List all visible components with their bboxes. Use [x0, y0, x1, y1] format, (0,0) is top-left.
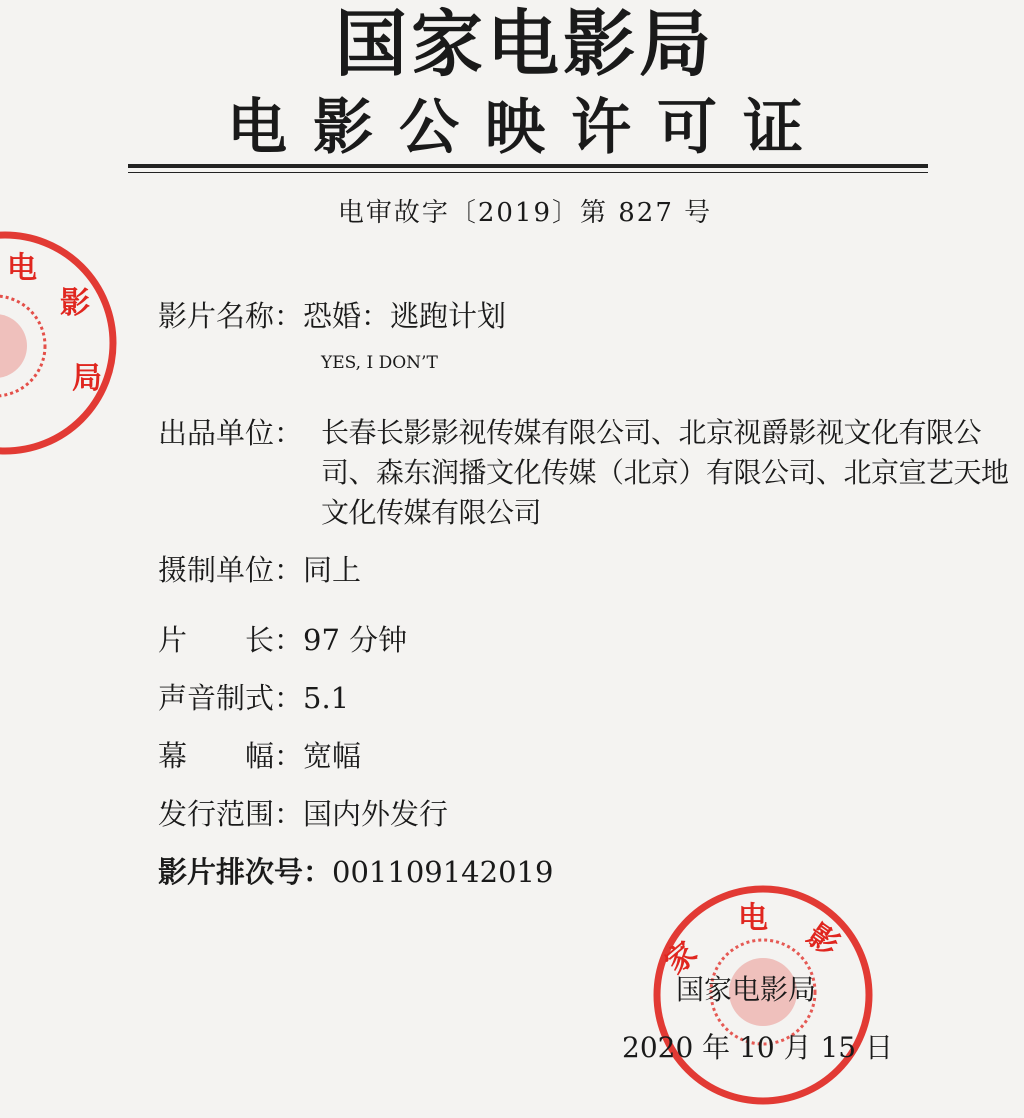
distribution-label: 发行范围：: [158, 797, 304, 831]
title-rule-thick: [128, 164, 928, 168]
producer-row: [158, 413, 303, 453]
film-name-label: 影片名称：: [158, 299, 304, 333]
document-number: 电审故字〔2019〕第 827 号: [337, 198, 713, 228]
filming-unit-label: 摄制单位：: [158, 553, 304, 587]
sound-format-row: [158, 678, 349, 718]
serial-number-value: 001109142019: [332, 855, 554, 889]
agency-title: 国家电影局: [334, 2, 715, 86]
bottom-seal-char-2: 电: [738, 901, 768, 936]
serial-number-label: 影片排次号：: [158, 855, 333, 889]
screen-format-label: 幕 幅：: [158, 739, 304, 773]
left-seal-char-2: 影: [60, 286, 90, 321]
bottom-seal-char-1: 家: [658, 935, 705, 982]
screen-format-value: 宽幅: [303, 739, 362, 773]
screen-format-row: [158, 736, 361, 776]
film-name-row: [158, 296, 506, 336]
issuer-name: 国家电影局: [676, 973, 817, 1006]
film-name-value: 恐婚：逃跑计划: [303, 299, 507, 333]
producer-value: 长春长影影视传媒有限公司、北京视爵影视文化有限公司、森东润播文化传媒（北京）有限公司、北京宣艺天地文化传媒有限公司: [321, 416, 1009, 529]
film-english-title: YES, I DON’T: [321, 353, 438, 373]
producer-label: 出品单位：: [158, 416, 304, 450]
serial-number-row: [158, 852, 553, 892]
filming-unit-row: [158, 550, 361, 590]
length-row: [158, 620, 407, 660]
left-seal-stamp: [0, 228, 120, 458]
length-value: 97 分钟: [303, 623, 408, 657]
sound-format-label: 声音制式：: [158, 681, 304, 715]
filming-unit-value: 同上: [303, 553, 362, 587]
certificate-title: 电影公映许可证: [227, 93, 829, 163]
left-seal-char-1: 电: [7, 251, 37, 286]
distribution-row: [158, 794, 448, 834]
length-label: 片 长：: [158, 623, 304, 657]
left-seal-char-3: 局: [72, 361, 102, 396]
title-rule-thin: [128, 172, 928, 173]
issue-date: 2020 年 10 月 15 日: [622, 1031, 894, 1064]
sound-format-value: 5.1: [303, 681, 350, 715]
distribution-value: 国内外发行: [303, 797, 449, 831]
bottom-seal-char-3: 影: [800, 917, 846, 964]
